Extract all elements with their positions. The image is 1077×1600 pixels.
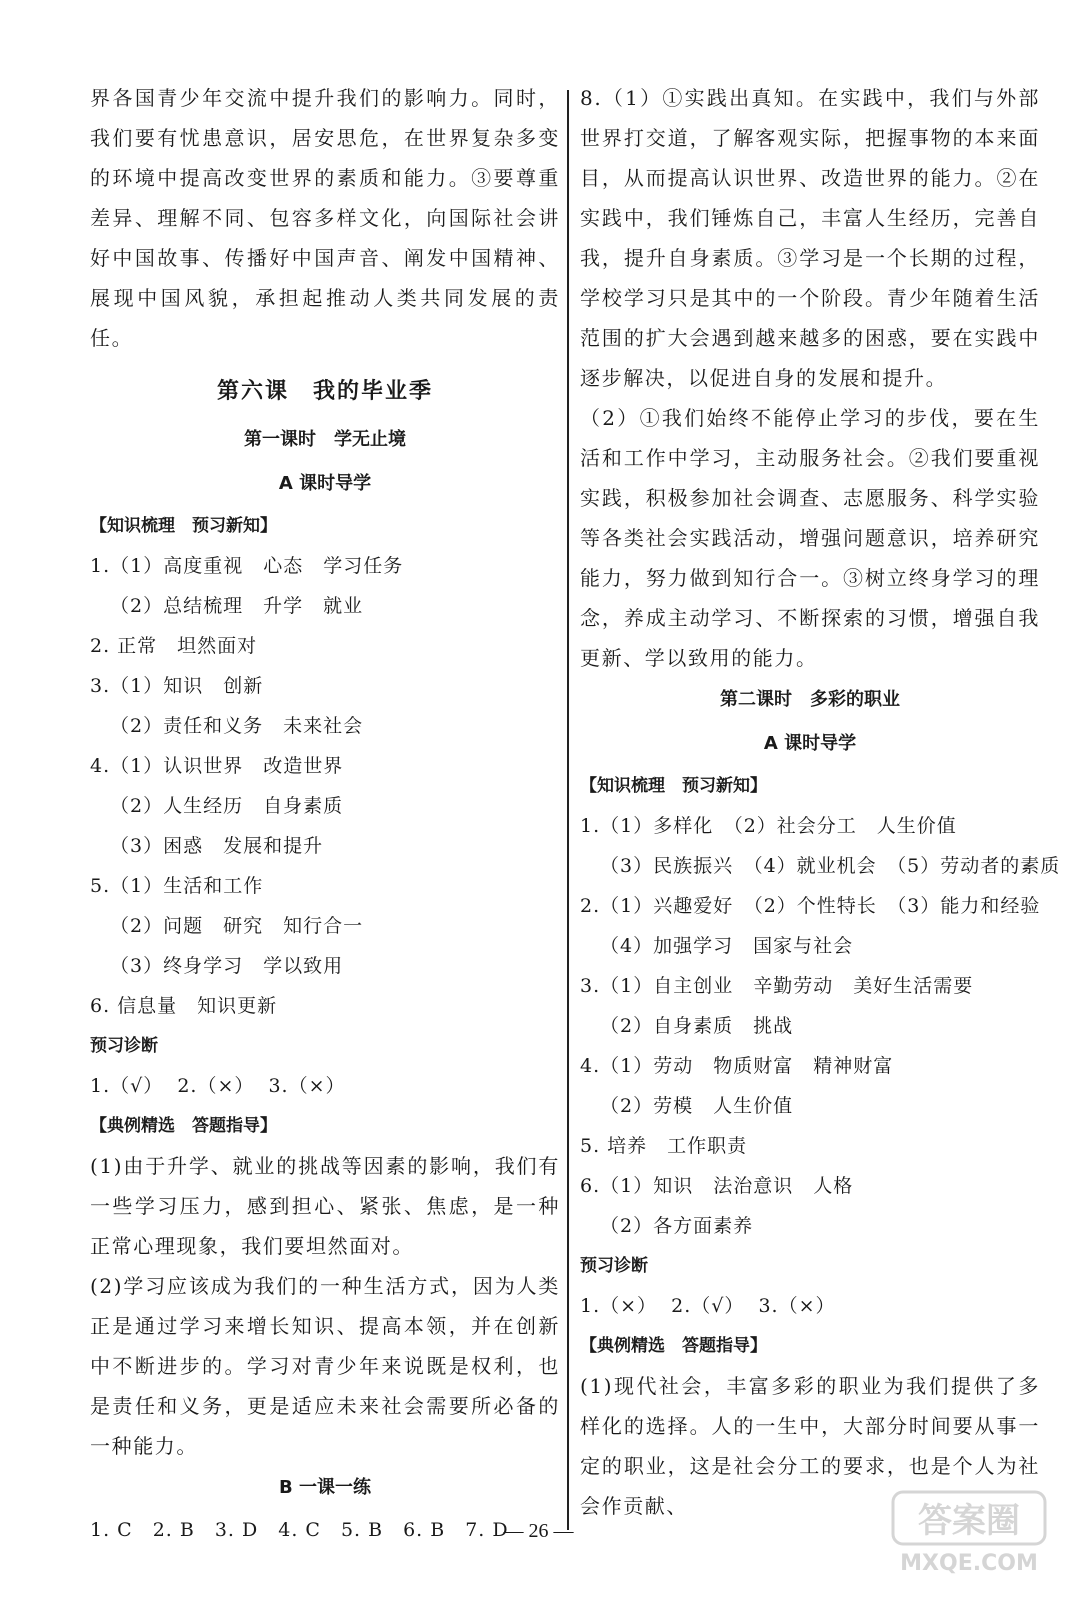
answer-line: （2）劳模 人生价值 <box>600 1095 794 1117</box>
answer-line: （2）问题 研究 知行合一 <box>110 915 364 937</box>
answer-line: （3）困惑 发展和提升 <box>110 835 324 857</box>
diagnosis-title: 预习诊断 <box>90 1036 158 1056</box>
answer-line: （2）人生经历 自身素质 <box>110 795 344 817</box>
example-paragraph-2: (2)学习应该成为我们的一种生活方式，因为人类正是通过学习来增长知识、提高本领，并在创新中不断进步的。学习对青少年来说既是权利，也是责任和义务，更是适应未来社会需要所必备的一种能力。 <box>90 1274 560 1458</box>
practice-title: B 一课一练 <box>279 1477 371 1498</box>
column-divider <box>567 90 569 1530</box>
page-number: — 26 — <box>503 1520 574 1542</box>
section-examples: 【典例精选 答题指导】 <box>90 1116 277 1136</box>
answer-line: （4）加强学习 国家与社会 <box>600 935 854 957</box>
answer-line: （2）总结梳理 升学 就业 <box>110 595 364 617</box>
answer-line: 5. 培养 工作职责 <box>580 1135 748 1157</box>
answer-line: 2.（1）兴趣爱好 （2）个性特长 （3）能力和经验 <box>580 895 1041 917</box>
answer-line: 6. 信息量 知识更新 <box>90 995 278 1017</box>
intro-paragraph: 界各国青少年交流中提升我们的影响力。同时，我们要有忧患意识，居安思危，在世界复杂多变的环境中提高改变世界的素质和能力。③要尊重差异、理解不同、包容多样文化，向国际社会讲好中国故事、传播好中国声音、阐发中国精神、展现中国风貌，承担起推动人类共同发展的责任。 <box>90 86 560 350</box>
answer-line: 4.（1）认识世界 改造世界 <box>90 755 344 777</box>
answer-line: 4.（1）劳动 物质财富 精神财富 <box>580 1055 894 1077</box>
section-knowledge: 【知识梳理 预习新知】 <box>580 776 767 796</box>
answer-line: 6.（1）知识 法治意识 人格 <box>580 1175 854 1197</box>
guide-title: A 课时导学 <box>763 733 857 754</box>
answer-line: 5.（1）生活和工作 <box>90 875 264 897</box>
diagnosis-title: 预习诊断 <box>580 1256 648 1276</box>
right-column <box>580 78 1061 1526</box>
watermark-url: MXQE.COM <box>900 1551 1038 1576</box>
section-knowledge: 【知识梳理 预习新知】 <box>90 516 277 536</box>
diagnosis-answers: 1.（×） 2.（√） 3.（×） <box>580 1295 836 1317</box>
answer-line: 2. 正常 坦然面对 <box>90 635 258 657</box>
answer-line: （2）自身素质 挑战 <box>600 1015 794 1037</box>
watermark-logo <box>889 1488 1049 1578</box>
left-column <box>90 78 560 1550</box>
answer-line: 1.（1）高度重视 心态 学习任务 <box>90 555 404 577</box>
answer-line: （3）民族振兴 （4）就业机会 （5）劳动者的素质 <box>600 855 1061 877</box>
watermark-text: 答案圈 <box>918 1501 1020 1541</box>
diagnosis-answers: 1.（√） 2.（×） 3.（×） <box>90 1075 346 1097</box>
guide-title: A 课时导学 <box>278 473 372 494</box>
example-paragraph-1: (1)由于升学、就业的挑战等因素的影响，我们有一些学习压力，感到担心、紧张、焦虑，是一种正常心理现象，我们要坦然面对。 <box>90 1154 560 1258</box>
lesson-title: 第六课 我的毕业季 <box>216 379 433 404</box>
period-title: 第二课时 多彩的职业 <box>720 689 900 710</box>
q8-part2: （2）①我们始终不能停止学习的步伐，要在生活和工作中学习，主动服务社会。②我们要重视实践，积极参加社会调查、志愿服务、科学实验等各类社会实践活动，增强问题意识，培养研究能力，努力做到知行合一。③树立终身学习的理念，养成主动学习、不断探索的习惯，增强自我更新、学以致用的能力。 <box>580 406 1040 670</box>
q8-part1: 8.（1）①实践出真知。在实践中，我们与外部世界打交道，了解客观实际，把握事物的本来面目，从而提高认识世界、改造世界的能力。②在实践中，我们锤炼自己，丰富人生经历，完善自我，提升自身素质。③学习是一个长期的过程，学校学习只是其中的一个阶段。青少年随着生活范围的扩大会遇到越来越多的困惑，要在实践中逐步解决，以促进自身的发展和提升。 <box>580 86 1040 390</box>
answer-line: 1.（1）多样化 （2）社会分工 人生价值 <box>580 815 957 837</box>
period-title: 第一课时 学无止境 <box>244 429 406 450</box>
answer-line: 3.（1）知识 创新 <box>90 675 264 697</box>
answer-line: 3.（1）自主创业 辛勤劳动 美好生活需要 <box>580 975 974 997</box>
answer-line: （2）各方面素养 <box>600 1215 754 1237</box>
example-paragraph-1: (1)现代社会，丰富多彩的职业为我们提供了多样化的选择。人的一生中，大部分时间要从事一定的职业，这是社会分工的要求，也是个人为社会作贡献、 <box>580 1374 1040 1518</box>
practice-answers: 1. C 2. B 3. D 4. C 5. B 6. B 7. D <box>90 1519 509 1541</box>
answer-line: （3）终身学习 学以致用 <box>110 955 344 977</box>
section-examples: 【典例精选 答题指导】 <box>580 1336 767 1356</box>
answer-line: （2）责任和义务 未来社会 <box>110 715 364 737</box>
